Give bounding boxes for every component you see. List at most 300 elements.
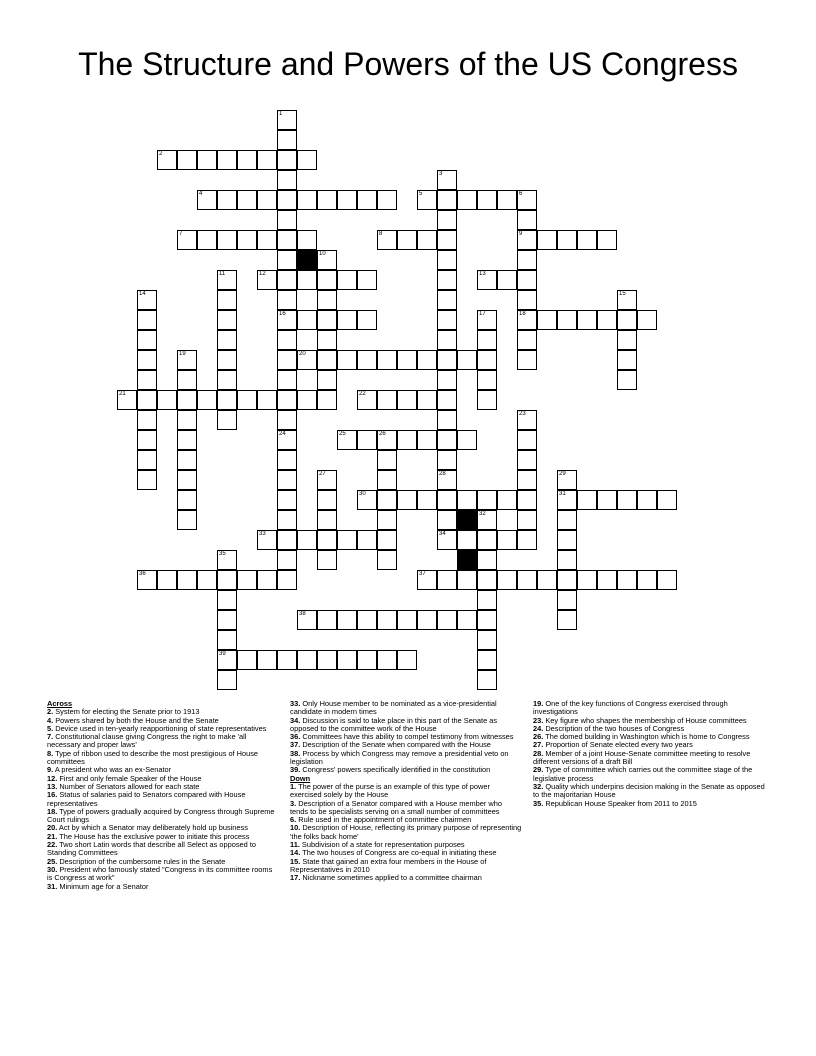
grid-cell[interactable] [357, 190, 377, 210]
grid-cell[interactable] [497, 570, 517, 590]
grid-cell[interactable] [337, 650, 357, 670]
grid-cell[interactable] [437, 450, 457, 470]
grid-cell[interactable] [217, 590, 237, 610]
grid-cell[interactable] [277, 310, 297, 330]
grid-cell[interactable] [437, 510, 457, 530]
clue-number: 4 [199, 191, 203, 197]
grid-cell[interactable] [437, 310, 457, 330]
grid-cell[interactable] [557, 610, 577, 630]
grid-cell[interactable] [237, 230, 257, 250]
grid-cell[interactable] [277, 290, 297, 310]
grid-cell[interactable] [257, 190, 277, 210]
clue-number: 2 [159, 151, 163, 157]
grid-cell[interactable] [617, 350, 637, 370]
grid-cell[interactable] [497, 490, 517, 510]
grid-cell[interactable] [437, 350, 457, 370]
grid-cell[interactable] [277, 210, 297, 230]
grid-cell[interactable] [437, 490, 457, 510]
grid-cell[interactable] [277, 470, 297, 490]
grid-cell[interactable] [317, 490, 337, 510]
grid-cell[interactable] [457, 430, 477, 450]
grid-cell[interactable] [137, 370, 157, 390]
grid-cell[interactable] [277, 390, 297, 410]
grid-cell[interactable] [517, 190, 537, 210]
grid-cell[interactable] [277, 110, 297, 130]
grid-cell[interactable] [457, 570, 477, 590]
grid-cell[interactable] [577, 230, 597, 250]
grid-cell[interactable] [477, 550, 497, 570]
grid-cell[interactable] [477, 590, 497, 610]
grid-cell[interactable] [217, 610, 237, 630]
down-heading: Down [290, 773, 311, 783]
grid-cell[interactable] [437, 250, 457, 270]
grid-cell[interactable] [437, 570, 457, 590]
grid-cell[interactable] [277, 250, 297, 270]
grid-cell[interactable] [397, 610, 417, 630]
grid-cell[interactable] [437, 370, 457, 390]
grid-cell[interactable] [217, 650, 237, 670]
grid-cell[interactable] [337, 190, 357, 210]
grid-cell[interactable] [217, 270, 237, 290]
grid-cell[interactable] [357, 310, 377, 330]
grid-cell[interactable] [357, 350, 377, 370]
grid-cell[interactable] [137, 570, 157, 590]
grid-cell[interactable] [517, 570, 537, 590]
grid-cell[interactable] [517, 250, 537, 270]
grid-cell[interactable] [337, 310, 357, 330]
grid-cell[interactable] [417, 570, 437, 590]
grid-cell[interactable] [477, 330, 497, 350]
grid-cell[interactable] [657, 570, 677, 590]
grid-cell[interactable] [257, 270, 277, 290]
clue-number-label: 28. [533, 748, 544, 758]
grid-cell[interactable] [317, 650, 337, 670]
grid-cell[interactable] [597, 570, 617, 590]
clue-number-label: 25. [47, 856, 58, 866]
grid-cell[interactable] [277, 270, 297, 290]
grid-cell[interactable] [337, 350, 357, 370]
grid-cell[interactable] [257, 390, 277, 410]
grid-cell[interactable] [437, 330, 457, 350]
grid-cell[interactable] [297, 270, 317, 290]
clue-number: 13 [479, 271, 486, 277]
grid-cell[interactable] [277, 570, 297, 590]
grid-cell[interactable] [557, 490, 577, 510]
grid-cell[interactable] [517, 470, 537, 490]
grid-cell[interactable] [137, 350, 157, 370]
clue [47, 883, 279, 891]
grid-cell[interactable] [157, 150, 177, 170]
grid-cell[interactable] [397, 490, 417, 510]
grid-cell[interactable] [277, 530, 297, 550]
grid-cell[interactable] [177, 510, 197, 530]
grid-cell[interactable] [277, 550, 297, 570]
grid-cell[interactable] [297, 610, 317, 630]
grid-cell[interactable] [417, 430, 437, 450]
grid-cell[interactable] [237, 390, 257, 410]
clue-text: Device used in ten-yearly reapportioning of state representatives [53, 723, 267, 733]
clue [533, 766, 768, 783]
grid-cell[interactable] [137, 290, 157, 310]
grid-cell[interactable] [237, 190, 257, 210]
grid-cell[interactable] [177, 570, 197, 590]
grid-cell[interactable] [197, 230, 217, 250]
grid-cell[interactable] [657, 490, 677, 510]
grid-cell[interactable] [217, 390, 237, 410]
grid-cell[interactable] [377, 190, 397, 210]
grid-cell[interactable] [597, 490, 617, 510]
grid-cell[interactable] [297, 230, 317, 250]
grid-cell[interactable] [177, 370, 197, 390]
grid-cell[interactable] [217, 290, 237, 310]
grid-cell[interactable] [417, 350, 437, 370]
grid-cell[interactable] [277, 230, 297, 250]
grid-cell[interactable] [457, 490, 477, 510]
grid-cell[interactable] [517, 210, 537, 230]
grid-cell[interactable] [337, 610, 357, 630]
grid-cell[interactable] [577, 570, 597, 590]
grid-cell[interactable] [217, 550, 237, 570]
clue-number-label: 7. [47, 732, 54, 742]
grid-cell[interactable] [277, 130, 297, 150]
grid-cell[interactable] [617, 330, 637, 350]
grid-cell[interactable] [237, 570, 257, 590]
clue-number: 32 [479, 511, 486, 517]
clue-text: Description of House, reflecting its primary purpose of representing 'the folks back home' [290, 823, 522, 841]
grid-cell[interactable] [377, 390, 397, 410]
grid-cell[interactable] [277, 430, 297, 450]
clue-number: 38 [299, 611, 306, 617]
grid-cell[interactable] [477, 490, 497, 510]
grid-cell[interactable] [477, 670, 497, 690]
grid-cell[interactable] [437, 530, 457, 550]
grid-cell[interactable] [277, 190, 297, 210]
grid-cell[interactable] [437, 410, 457, 430]
grid-cell[interactable] [177, 410, 197, 430]
grid-cell[interactable] [137, 310, 157, 330]
grid-cell[interactable] [117, 390, 137, 410]
grid-cell[interactable] [257, 230, 277, 250]
grid-cell[interactable] [277, 350, 297, 370]
grid-cell[interactable] [437, 210, 457, 230]
grid-cell[interactable] [557, 470, 577, 490]
grid-cell[interactable] [617, 490, 637, 510]
clue [290, 800, 522, 817]
clue-number-label: 5. [47, 723, 54, 733]
grid-cell[interactable] [297, 310, 317, 330]
grid-cell[interactable] [357, 390, 377, 410]
grid-cell[interactable] [477, 510, 497, 530]
grid-cell[interactable] [177, 470, 197, 490]
grid-cell[interactable] [457, 530, 477, 550]
grid-cell[interactable] [157, 570, 177, 590]
grid-cell[interactable] [277, 650, 297, 670]
grid-cell[interactable] [437, 430, 457, 450]
grid-cell[interactable] [577, 310, 597, 330]
grid-cell[interactable] [337, 270, 357, 290]
grid-cell[interactable] [317, 250, 337, 270]
grid-cell[interactable] [137, 430, 157, 450]
grid-cell[interactable] [557, 570, 577, 590]
grid-cell[interactable] [217, 670, 237, 690]
grid-cell[interactable] [217, 370, 237, 390]
grid-cell[interactable] [317, 510, 337, 530]
grid-cell[interactable] [277, 450, 297, 470]
grid-cell[interactable] [417, 190, 437, 210]
grid-cell[interactable] [517, 290, 537, 310]
grid-cell[interactable] [297, 390, 317, 410]
grid-cell[interactable] [317, 550, 337, 570]
grid-cell[interactable] [277, 410, 297, 430]
grid-cell[interactable] [257, 570, 277, 590]
grid-cell[interactable] [457, 610, 477, 630]
grid-cell[interactable] [437, 270, 457, 290]
clue [47, 750, 279, 767]
clue [290, 824, 522, 841]
grid-cell[interactable] [497, 270, 517, 290]
grid-cell[interactable] [397, 650, 417, 670]
grid-cell[interactable] [397, 390, 417, 410]
clue-number: 34 [439, 531, 446, 537]
grid-cell[interactable] [517, 350, 537, 370]
grid-cell[interactable] [357, 490, 377, 510]
grid-cell[interactable] [317, 190, 337, 210]
grid-cell[interactable] [357, 530, 377, 550]
grid-cell[interactable] [317, 530, 337, 550]
grid-cell[interactable] [417, 390, 437, 410]
grid-cell[interactable] [377, 450, 397, 470]
grid-cell[interactable] [377, 230, 397, 250]
grid-cell[interactable] [137, 450, 157, 470]
grid-cell[interactable] [377, 610, 397, 630]
clue-number: 9 [519, 231, 523, 237]
clue-text: Act by which a Senator may deliberately hold up business [57, 823, 248, 833]
grid-cell[interactable] [377, 490, 397, 510]
grid-cell[interactable] [337, 430, 357, 450]
grid-cell[interactable] [517, 310, 537, 330]
grid-cell[interactable] [517, 230, 537, 250]
grid-cell[interactable] [517, 490, 537, 510]
grid-cell[interactable] [177, 430, 197, 450]
grid-cell[interactable] [297, 650, 317, 670]
grid-cell[interactable] [177, 450, 197, 470]
grid-cell[interactable] [317, 270, 337, 290]
grid-cell[interactable] [577, 490, 597, 510]
grid-cell[interactable] [517, 450, 537, 470]
grid-cell[interactable] [137, 330, 157, 350]
grid-cell[interactable] [277, 170, 297, 190]
grid-cell[interactable] [477, 650, 497, 670]
grid-cell[interactable] [517, 530, 537, 550]
grid-cell[interactable] [217, 150, 237, 170]
grid-cell[interactable] [617, 570, 637, 590]
grid-cell[interactable] [457, 190, 477, 210]
grid-cell[interactable] [497, 530, 517, 550]
grid-cell[interactable] [277, 510, 297, 530]
grid-cell[interactable] [237, 150, 257, 170]
grid-cell[interactable] [277, 330, 297, 350]
grid-cell[interactable] [597, 310, 617, 330]
clue-number: 3 [439, 171, 443, 177]
clue-text: Minimum age for a Senator [57, 881, 149, 891]
grid-cell[interactable] [617, 310, 637, 330]
grid-cell[interactable] [317, 470, 337, 490]
grid-cell[interactable] [337, 530, 357, 550]
clue-number-label: 15. [290, 856, 301, 866]
grid-cell[interactable] [437, 470, 457, 490]
grid-cell[interactable] [437, 170, 457, 190]
clue-number-label: 9. [47, 765, 54, 775]
grid-cell[interactable] [257, 530, 277, 550]
grid-cell[interactable] [597, 230, 617, 250]
grid-cell[interactable] [297, 190, 317, 210]
grid-cell[interactable] [557, 550, 577, 570]
grid-cell[interactable] [317, 390, 337, 410]
grid-cell[interactable] [517, 410, 537, 430]
grid-cell[interactable] [157, 390, 177, 410]
grid-cell[interactable] [217, 350, 237, 370]
clue-text: Member of a joint House-Senate committee meeting to resolve different versions of a draft Bill [533, 748, 751, 767]
grid-cell[interactable] [417, 230, 437, 250]
clue [290, 858, 522, 875]
clue-number: 8 [379, 231, 383, 237]
grid-cell[interactable] [637, 310, 657, 330]
grid-cell[interactable] [437, 610, 457, 630]
grid-cell[interactable] [357, 650, 377, 670]
clue-number-label: 24. [533, 723, 544, 733]
grid-cell[interactable] [377, 530, 397, 550]
grid-cell[interactable] [277, 490, 297, 510]
grid-cell[interactable] [197, 570, 217, 590]
clue-text: Description of the two houses of Congress [543, 723, 685, 733]
grid-cell[interactable] [517, 430, 537, 450]
clue-number: 29 [559, 471, 566, 477]
grid-cell[interactable] [557, 510, 577, 530]
grid-cell[interactable] [137, 390, 157, 410]
black-cell [457, 510, 477, 530]
grid-cell[interactable] [217, 310, 237, 330]
grid-cell[interactable] [397, 430, 417, 450]
grid-cell[interactable] [317, 310, 337, 330]
grid-cell[interactable] [297, 530, 317, 550]
grid-cell[interactable] [477, 190, 497, 210]
grid-cell[interactable] [617, 370, 637, 390]
grid-cell[interactable] [217, 230, 237, 250]
grid-cell[interactable] [377, 430, 397, 450]
clue-number: 35 [219, 551, 226, 557]
grid-cell[interactable] [617, 290, 637, 310]
grid-cell[interactable] [257, 650, 277, 670]
grid-cell[interactable] [137, 470, 157, 490]
grid-cell[interactable] [437, 390, 457, 410]
grid-cell[interactable] [417, 610, 437, 630]
grid-cell[interactable] [317, 350, 337, 370]
grid-cell[interactable] [637, 570, 657, 590]
grid-cell[interactable] [277, 370, 297, 390]
grid-cell[interactable] [557, 230, 577, 250]
grid-cell[interactable] [177, 230, 197, 250]
grid-cell[interactable] [177, 350, 197, 370]
grid-cell[interactable] [137, 410, 157, 430]
grid-cell[interactable] [177, 390, 197, 410]
grid-cell[interactable] [197, 190, 217, 210]
clue-text: Nickname sometimes applied to a committee chairman [300, 873, 482, 883]
grid-cell[interactable] [217, 190, 237, 210]
grid-cell[interactable] [357, 430, 377, 450]
grid-cell[interactable] [377, 550, 397, 570]
grid-cell[interactable] [477, 370, 497, 390]
grid-cell[interactable] [477, 570, 497, 590]
clue-number: 36 [139, 571, 146, 577]
grid-cell[interactable] [497, 190, 517, 210]
grid-cell[interactable] [317, 370, 337, 390]
grid-cell[interactable] [477, 610, 497, 630]
grid-cell[interactable] [237, 650, 257, 670]
grid-cell[interactable] [477, 630, 497, 650]
grid-cell[interactable] [517, 270, 537, 290]
grid-cell[interactable] [457, 350, 477, 370]
grid-cell[interactable] [557, 310, 577, 330]
grid-cell[interactable] [537, 310, 557, 330]
grid-cell[interactable] [217, 410, 237, 430]
grid-cell[interactable] [477, 350, 497, 370]
grid-cell[interactable] [177, 150, 197, 170]
grid-cell[interactable] [537, 570, 557, 590]
grid-cell[interactable] [437, 190, 457, 210]
grid-cell[interactable] [377, 510, 397, 530]
grid-cell[interactable] [397, 230, 417, 250]
grid-cell[interactable] [297, 150, 317, 170]
grid-cell[interactable] [377, 470, 397, 490]
grid-cell[interactable] [477, 270, 497, 290]
grid-cell[interactable] [437, 230, 457, 250]
grid-cell[interactable] [557, 530, 577, 550]
grid-cell[interactable] [517, 330, 537, 350]
grid-cell[interactable] [537, 230, 557, 250]
grid-cell[interactable] [517, 510, 537, 530]
grid-cell[interactable] [317, 610, 337, 630]
grid-cell[interactable] [557, 590, 577, 610]
grid-cell[interactable] [217, 630, 237, 650]
grid-cell[interactable] [297, 350, 317, 370]
grid-cell[interactable] [217, 330, 237, 350]
grid-cell[interactable] [177, 490, 197, 510]
grid-cell[interactable] [197, 150, 217, 170]
grid-cell[interactable] [477, 390, 497, 410]
grid-cell[interactable] [477, 310, 497, 330]
grid-cell[interactable] [477, 530, 497, 550]
grid-cell[interactable] [277, 150, 297, 170]
grid-cell[interactable] [437, 290, 457, 310]
grid-cell[interactable] [637, 490, 657, 510]
clue-number-label: 8. [47, 748, 54, 758]
grid-cell[interactable] [417, 490, 437, 510]
grid-cell[interactable] [377, 350, 397, 370]
grid-cell[interactable] [317, 290, 337, 310]
clue-number: 26 [379, 431, 386, 437]
grid-cell[interactable] [317, 330, 337, 350]
grid-cell[interactable] [257, 150, 277, 170]
grid-cell[interactable] [377, 650, 397, 670]
grid-cell[interactable] [357, 270, 377, 290]
clue-text: Republican House Speaker from 2011 to 2015 [543, 798, 697, 808]
grid-cell[interactable] [197, 390, 217, 410]
grid-cell[interactable] [397, 350, 417, 370]
grid-cell[interactable] [217, 570, 237, 590]
grid-cell[interactable] [357, 610, 377, 630]
clue-text: Type of ribbon used to describe the most prestigious of House committees [47, 748, 259, 767]
clue-text: Description of a Senator compared with a House member who tends to be specialists serving on a small number of committees [290, 798, 502, 816]
